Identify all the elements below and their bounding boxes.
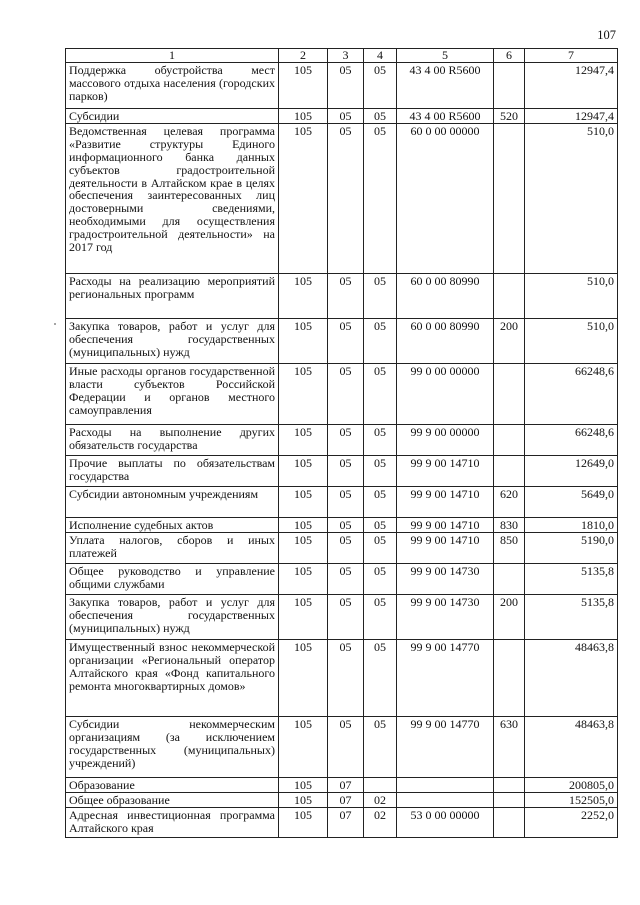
row-name-cell: Закупка товаров, работ и услуг для обеспечения государственных (муниципальных) нужд — [66, 594, 279, 639]
expense-type-cell — [494, 792, 525, 807]
chapter-code-cell: 07 — [328, 792, 364, 807]
subsection-code-cell: 05 — [364, 123, 397, 273]
expense-type-cell: 620 — [494, 486, 525, 517]
target-item-cell: 99 9 00 14710 — [397, 517, 494, 532]
amount-cell: 1810,0 — [525, 517, 618, 532]
chapter-code-cell: 05 — [328, 273, 364, 318]
amount-cell: 510,0 — [525, 273, 618, 318]
section-code-cell: 105 — [279, 517, 328, 532]
expense-type-cell: 200 — [494, 594, 525, 639]
expense-type-cell — [494, 363, 525, 424]
row-name-cell: Субсидии — [66, 108, 279, 123]
expense-type-cell: 520 — [494, 108, 525, 123]
expense-type-cell: 630 — [494, 716, 525, 777]
expense-type-cell — [494, 777, 525, 792]
subsection-code-cell: 05 — [364, 716, 397, 777]
table-row — [66, 318, 618, 363]
section-code-cell: 105 — [279, 455, 328, 486]
chapter-code-cell: 05 — [328, 108, 364, 123]
table-row — [66, 792, 618, 807]
table-row — [66, 123, 618, 273]
expense-type-cell — [494, 62, 525, 108]
target-item-cell — [397, 792, 494, 807]
section-code-cell: 105 — [279, 424, 328, 455]
row-name-cell: Исполнение судебных актов — [66, 517, 279, 532]
amount-cell: 2252,0 — [525, 807, 618, 837]
chapter-code-cell: 05 — [328, 563, 364, 594]
column-header: 2 — [279, 49, 328, 63]
amount-cell: 12947,4 — [525, 62, 618, 108]
row-name-cell: Иные расходы органов государственной власти субъектов Российской Федерации и органов местного самоуправления — [66, 363, 279, 424]
chapter-code-cell: 05 — [328, 517, 364, 532]
amount-cell: 510,0 — [525, 318, 618, 363]
subsection-code-cell: 05 — [364, 594, 397, 639]
row-name-cell: Образование — [66, 777, 279, 792]
expense-type-cell — [494, 639, 525, 716]
subsection-code-cell: 02 — [364, 807, 397, 837]
expense-type-cell: 850 — [494, 532, 525, 563]
expense-type-cell — [494, 807, 525, 837]
subsection-code-cell: 05 — [364, 363, 397, 424]
table-row — [66, 532, 618, 563]
subsection-code-cell: 05 — [364, 563, 397, 594]
column-header: 1 — [66, 49, 279, 63]
table-row — [66, 716, 618, 777]
expense-type-cell — [494, 563, 525, 594]
chapter-code-cell: 05 — [328, 424, 364, 455]
subsection-code-cell: 05 — [364, 273, 397, 318]
target-item-cell: 43 4 00 R5600 — [397, 62, 494, 108]
row-name-cell: Ведомственная целевая программа «Развитие структуры Единого информационного банка данных субъектов градостроительной деятельности в Алтайском крае в целях обеспечения заинтересованных лиц достоверными сведениями, необходимыми для осуществления градостроительной деятельности» на 2017 год — [66, 123, 279, 273]
chapter-code-cell: 05 — [328, 62, 364, 108]
table-row — [66, 517, 618, 532]
expense-type-cell: 200 — [494, 318, 525, 363]
subsection-code-cell — [364, 777, 397, 792]
row-name-cell: Уплата налогов, сборов и иных платежей — [66, 532, 279, 563]
row-name-cell: Адресная инвестиционная программа Алтайского края — [66, 807, 279, 837]
table-row — [66, 486, 618, 517]
expense-type-cell — [494, 123, 525, 273]
subsection-code-cell: 05 — [364, 424, 397, 455]
section-code-cell: 105 — [279, 123, 328, 273]
subsection-code-cell: 05 — [364, 517, 397, 532]
amount-cell: 510,0 — [525, 123, 618, 273]
budget-table — [65, 48, 618, 838]
section-code-cell: 105 — [279, 318, 328, 363]
target-item-cell: 53 0 00 00000 — [397, 807, 494, 837]
target-item-cell: 99 9 00 14770 — [397, 639, 494, 716]
target-item-cell: 60 0 00 80990 — [397, 318, 494, 363]
target-item-cell: 99 0 00 00000 — [397, 363, 494, 424]
table-body — [66, 49, 618, 838]
target-item-cell: 60 0 00 00000 — [397, 123, 494, 273]
section-code-cell: 105 — [279, 716, 328, 777]
column-header: 3 — [328, 49, 364, 63]
table-row — [66, 424, 618, 455]
amount-cell: 66248,6 — [525, 363, 618, 424]
row-name-cell: Субсидии некоммерческим организациям (за исключением государственных (муниципальных) учреждений) — [66, 716, 279, 777]
section-code-cell: 105 — [279, 486, 328, 517]
target-item-cell: 99 9 00 14730 — [397, 563, 494, 594]
subsection-code-cell: 05 — [364, 318, 397, 363]
row-name-cell: Общее образование — [66, 792, 279, 807]
target-item-cell: 60 0 00 80990 — [397, 273, 494, 318]
amount-cell: 5135,8 — [525, 594, 618, 639]
amount-cell: 48463,8 — [525, 716, 618, 777]
target-item-cell: 99 9 00 00000 — [397, 424, 494, 455]
column-header: 5 — [397, 49, 494, 63]
target-item-cell: 99 9 00 14770 — [397, 716, 494, 777]
section-code-cell: 105 — [279, 777, 328, 792]
amount-cell: 5649,0 — [525, 486, 618, 517]
chapter-code-cell: 05 — [328, 123, 364, 273]
section-code-cell: 105 — [279, 792, 328, 807]
subsection-code-cell: 05 — [364, 455, 397, 486]
target-item-cell: 99 9 00 14710 — [397, 532, 494, 563]
section-code-cell: 105 — [279, 807, 328, 837]
row-name-cell: Поддержка обустройства мест массового отдыха населения (городских парков) — [66, 62, 279, 108]
row-name-cell: Общее руководство и управление общими службами — [66, 563, 279, 594]
subsection-code-cell: 05 — [364, 532, 397, 563]
section-code-cell: 105 — [279, 273, 328, 318]
subsection-code-cell: 05 — [364, 486, 397, 517]
chapter-code-cell: 05 — [328, 363, 364, 424]
row-name-cell: Закупка товаров, работ и услуг для обеспечения государственных (муниципальных) нужд — [66, 318, 279, 363]
section-code-cell: 105 — [279, 639, 328, 716]
chapter-code-cell: 05 — [328, 532, 364, 563]
row-name-cell: Расходы на реализацию мероприятий региональных программ — [66, 273, 279, 318]
section-code-cell: 105 — [279, 363, 328, 424]
target-item-cell: 99 9 00 14710 — [397, 486, 494, 517]
amount-cell: 66248,6 — [525, 424, 618, 455]
table-row — [66, 807, 618, 837]
chapter-code-cell: 07 — [328, 777, 364, 792]
column-header: 4 — [364, 49, 397, 63]
amount-cell: 5135,8 — [525, 563, 618, 594]
table-row — [66, 273, 618, 318]
column-header: 7 — [525, 49, 618, 63]
amount-cell: 12947,4 — [525, 108, 618, 123]
amount-cell: 48463,8 — [525, 639, 618, 716]
amount-cell: 5190,0 — [525, 532, 618, 563]
subsection-code-cell: 05 — [364, 639, 397, 716]
page-number: 107 — [597, 28, 616, 42]
table-row — [66, 455, 618, 486]
target-item-cell: 43 4 00 R5600 — [397, 108, 494, 123]
amount-cell: 12649,0 — [525, 455, 618, 486]
row-name-cell: Имущественный взнос некоммерческой организации «Региональный оператор Алтайского края «Фонд капитального ремонта многоквартирных домов» — [66, 639, 279, 716]
chapter-code-cell: 05 — [328, 455, 364, 486]
table-row — [66, 62, 618, 108]
row-name-cell: Расходы на выполнение других обязательств государства — [66, 424, 279, 455]
amount-cell: 152505,0 — [525, 792, 618, 807]
table-header-row — [66, 49, 618, 63]
chapter-code-cell: 05 — [328, 486, 364, 517]
expense-type-cell — [494, 273, 525, 318]
row-name-cell: Субсидии автономным учреждениям — [66, 486, 279, 517]
subsection-code-cell: 05 — [364, 108, 397, 123]
table-row — [66, 108, 618, 123]
table-row — [66, 563, 618, 594]
column-header: 6 — [494, 49, 525, 63]
subsection-code-cell: 02 — [364, 792, 397, 807]
section-code-cell: 105 — [279, 532, 328, 563]
chapter-code-cell: 05 — [328, 716, 364, 777]
expense-type-cell — [494, 424, 525, 455]
chapter-code-cell: 07 — [328, 807, 364, 837]
target-item-cell — [397, 777, 494, 792]
table-row — [66, 777, 618, 792]
section-code-cell: 105 — [279, 563, 328, 594]
table-row — [66, 363, 618, 424]
row-name-cell: Прочие выплаты по обязательствам государства — [66, 455, 279, 486]
subsection-code-cell: 05 — [364, 62, 397, 108]
section-code-cell: 105 — [279, 62, 328, 108]
target-item-cell: 99 9 00 14730 — [397, 594, 494, 639]
expense-type-cell — [494, 455, 525, 486]
chapter-code-cell: 05 — [328, 594, 364, 639]
chapter-code-cell: 05 — [328, 318, 364, 363]
chapter-code-cell: 05 — [328, 639, 364, 716]
expense-type-cell: 830 — [494, 517, 525, 532]
table-row — [66, 639, 618, 716]
section-code-cell: 105 — [279, 594, 328, 639]
amount-cell: 200805,0 — [525, 777, 618, 792]
target-item-cell: 99 9 00 14710 — [397, 455, 494, 486]
table-row — [66, 594, 618, 639]
scan-speck — [54, 323, 56, 325]
section-code-cell: 105 — [279, 108, 328, 123]
